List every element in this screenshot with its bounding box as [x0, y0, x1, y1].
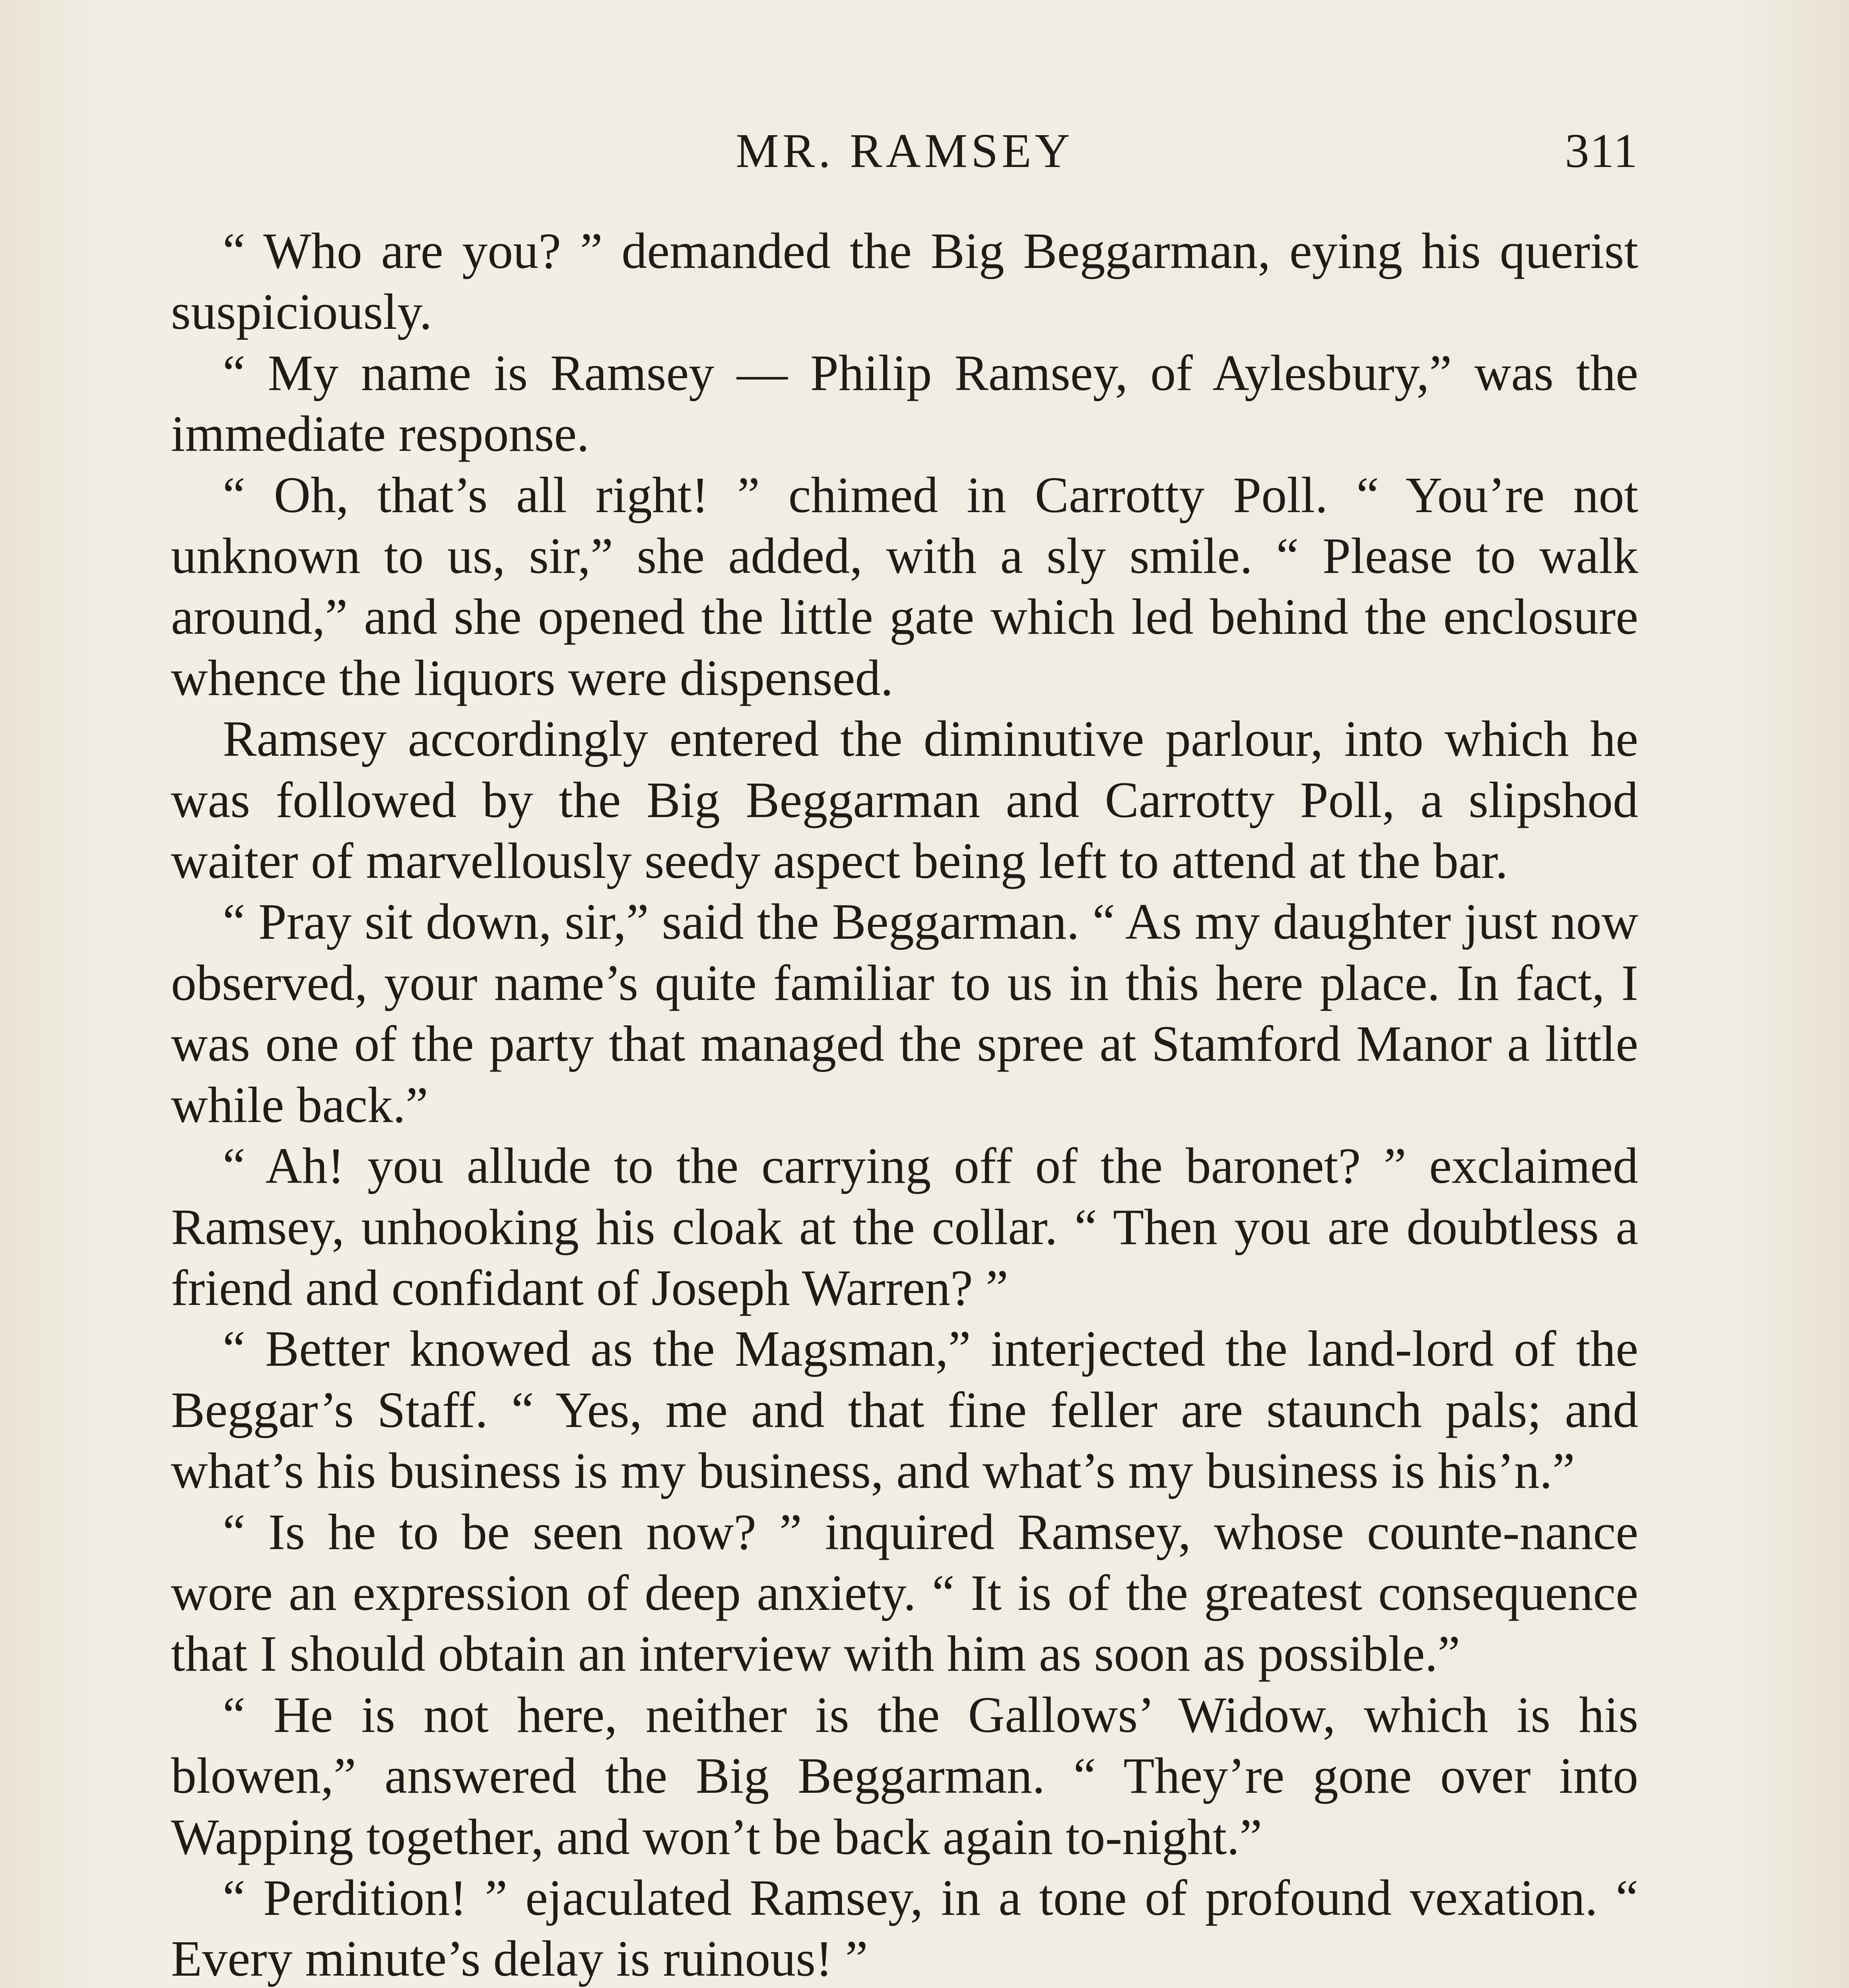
paragraph: Ramsey accordingly entered the diminutive parlour, into which he was followed by the Big Beggarman and Carrotty Poll, a slipshod waiter of marvellously seedy aspect being left to attend at the bar.	[171, 711, 1638, 889]
paragraph: “ He is not here, neither is the Gallows’ Widow, which is his blowen,” answered the Big Beggarman. “ They’re gone over into Wapping together, and won’t be back again to-night.”	[171, 1686, 1638, 1865]
paragraph: “ My name is Ramsey — Philip Ramsey, of Aylesbury,” was the immediate response.	[171, 344, 1638, 462]
paragraph: “ Better knowed as the Magsman,” interjected the land-lord of the Beggar’s Staff. “ Yes, me and that fine feller are staunch pals; and what’s his business is my business, and what’s my business is his’n.”	[171, 1320, 1638, 1499]
paragraph: “ Oh, that’s all right! ” chimed in Carrotty Poll. “ You’re not unknown to us, sir,” she added, with a sly smile. “ Please to walk around,” and she opened the little gate which led behind the enclosure whence the liquors were dispensed.	[171, 466, 1638, 706]
paragraph: “ Is he to be seen now? ” inquired Ramsey, whose counte-nance wore an expression of deep anxiety. “ It is of the greatest consequence that I should obtain an interview with him as soon as possible.”	[171, 1503, 1638, 1682]
paragraph: “ Who are you? ” demanded the Big Beggarman, eying his querist suspiciously.	[171, 223, 1638, 340]
page-header	[171, 119, 1638, 183]
paragraph: “ Perdition! ” ejaculated Ramsey, in a tone of profound vexation. “ Every minute’s delay is ruinous! ”	[171, 1869, 1638, 1987]
page-number: 311	[1565, 124, 1638, 178]
paragraph: “ Ah! you allude to the carrying off of the baronet? ” exclaimed Ramsey, unhooking his cloak at the collar. “ Then you are doubtless a friend and confidant of Joseph Warren? ”	[171, 1138, 1638, 1316]
running-head: MR. RAMSEY	[736, 124, 1074, 178]
body-text	[171, 221, 1638, 1988]
paragraph: “ Pray sit down, sir,” said the Beggarman. “ As my daughter just now observed, your name’s quite familiar to us in this here place. In fact, I was one of the party that managed the spree at Stamford Manor a little while back.”	[171, 893, 1638, 1133]
